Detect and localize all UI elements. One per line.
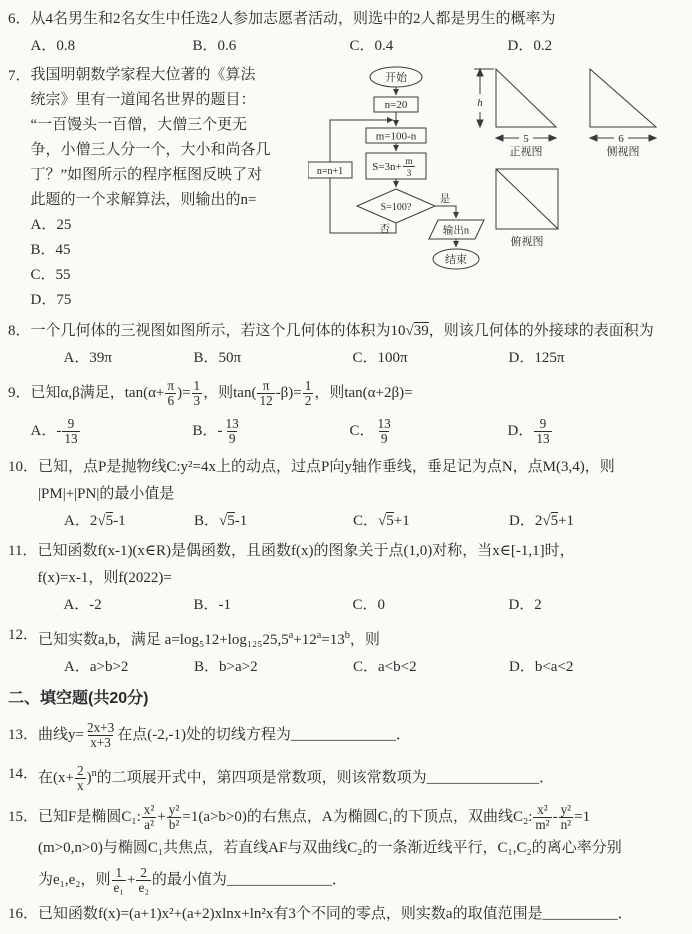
flowchart-no-label: 否 <box>379 224 390 235</box>
stem-line: 统宗》里有一道闻名世界的题目： <box>30 92 256 108</box>
question-9-number: 9． <box>8 385 31 401</box>
flowchart-increment-label: n=n+1 <box>316 166 344 177</box>
section-2-header: 二、填空题(共20分) <box>8 690 149 707</box>
question-8-stem: 一个几何体的三视图如图所示，若这个几何体的体积为10√39，则该几何体的外接球的表面积为 <box>30 323 654 339</box>
option-d: D．0.2 <box>507 38 553 54</box>
option-a: A．-2 <box>63 597 102 613</box>
front-width-label: 5 <box>523 133 529 145</box>
stem-line: 为e₁,e₂，则 $\frac{1}{\text{e₁}}$ + $\frac{2}{\text{e₂}}$ 的最小值为______________． <box>38 864 347 896</box>
question-16 <box>8 901 684 928</box>
flowchart-s-denominator: 3 <box>406 168 412 178</box>
stem-line: |PM|+|PN|的最小值是 <box>38 486 175 502</box>
option-b: B．-1 <box>193 597 231 613</box>
flowchart-condition-label: S=100? <box>380 202 412 213</box>
option-d: D．75 <box>30 292 72 308</box>
option-c: C．0.4 <box>349 38 394 54</box>
question-6-number: 6． <box>8 11 31 27</box>
question-16-stem: 已知函数f(x)=(a+1)x²+(a+2)xlnx+ln²x有3个不同的零点，则实数a的取值范围是__________． <box>38 906 633 922</box>
option-d: D．2 <box>508 597 542 613</box>
height-dimension-label: h <box>477 97 483 109</box>
question-11-options <box>37 592 684 619</box>
flowchart-end-label: 结束 <box>445 254 467 266</box>
stem-line: 已知F是椭圆C₁: $\frac{\text{x²}}{\text{a²}}$ + $\frac{\text{y²}}{\text{b²}}$ =1(a>b>0)的右焦点，A为椭圆C₁的下顶点，双曲线C₂: $\frac{\text{x²}}{\text{m²}}$ - $\frac{\text{y²}}{\text{n²}}$ =1 <box>38 801 591 833</box>
stem-line: “一百馒头一百僧，大僧三个更无 <box>30 117 248 133</box>
arrowhead <box>590 135 597 141</box>
option-b: B．50π <box>193 350 242 366</box>
question-13-stem: 曲线y= $\frac{2x+3}{x+3}$ 在点(-2,-1)处的切线方程为______________． <box>38 719 411 751</box>
question-15 <box>8 799 684 898</box>
question-7 <box>8 63 684 315</box>
flowchart-assign-m-label: m=100-n <box>375 130 417 143</box>
question-10 <box>8 454 684 535</box>
side-view-triangle <box>590 69 656 127</box>
question-9-options <box>31 411 684 451</box>
stem-line: (m>0,n>0)与椭圆C₁共焦点，若直线AF与双曲线C₂的一条渐近线平行，C₁,C₂的离心率分别 <box>38 840 622 856</box>
flowchart-assign-s-label: S=3n+ <box>372 161 402 173</box>
option-a: A．a>b>2 <box>64 659 129 675</box>
question-10-options <box>38 508 684 535</box>
flowchart-init-label: n=20 <box>384 99 408 111</box>
side-view-label: 侧视图 <box>606 146 640 158</box>
flowchart-s-numerator: m <box>405 156 413 166</box>
question-16-number: 16． <box>8 906 39 922</box>
question-15-number: 15． <box>8 809 39 825</box>
option-a: A．2√5-1 <box>64 513 126 529</box>
question-6-options <box>31 33 684 60</box>
flowchart <box>308 65 488 310</box>
option-b: B．45 <box>30 242 71 258</box>
question-10-number: 10． <box>8 459 39 475</box>
question-6-stem: 从4名男生和2名女生中任选2人参加志愿者活动，则选中的2人都是男生的概率为 <box>30 11 556 27</box>
option-c: C．a<b<2 <box>353 659 417 675</box>
option-a: A．- $\frac{9}{13}$ <box>30 415 78 447</box>
flowchart-yes-label: 是 <box>439 194 451 205</box>
top-view-diagonal <box>496 169 558 229</box>
arrowhead <box>549 135 556 141</box>
stem-line: 我国明朝数学家程大位著的《算法 <box>30 67 256 83</box>
option-b: B．- $\frac{13}{9}$ <box>192 415 239 447</box>
option-d: D．2√5+1 <box>509 513 575 529</box>
question-6 <box>8 6 684 60</box>
question-12-options <box>38 654 684 681</box>
flowchart-output-label: 输出n <box>442 225 470 237</box>
option-a: A．25 <box>30 217 72 233</box>
option-c: C．100π <box>352 350 408 366</box>
arrowhead <box>496 135 503 141</box>
question-13 <box>8 717 684 753</box>
question-11 <box>8 538 684 619</box>
option-d: D． $\frac{9}{13}$ <box>507 415 550 447</box>
option-b: B．b>a>2 <box>194 659 258 675</box>
question-12-stem: 已知实数a,b，满足 $a=\log_512+\log_{125}25,5^a+12^a=13^b$，则 <box>38 630 380 648</box>
option-d: D．125π <box>508 350 565 366</box>
question-7-number: 7． <box>8 68 31 84</box>
stem-line: 已知，点P是抛物线C:y²=4x上的动点，过点P向y轴作垂线，垂足记为点N，点M(3,4)，则 <box>38 459 615 475</box>
option-c: C．0 <box>352 597 385 613</box>
question-8-number: 8． <box>8 323 31 339</box>
option-c: C． $\frac{13}{9}$ <box>349 415 391 447</box>
question-14-stem: 在(x+ $\frac{2}{x}$ )$^n$的二项展开式中，第四项是常数项，则该常数项为_______________． <box>38 762 555 794</box>
question-8-options <box>31 345 684 372</box>
option-d: D．b<a<2 <box>509 659 574 675</box>
stem-line: f(x)=x-1，则f(2022)= <box>37 570 172 586</box>
option-b: B．√5-1 <box>194 513 248 529</box>
option-b: B．0.6 <box>192 38 237 54</box>
three-view-diagram <box>466 63 680 263</box>
top-view-label: 俯视图 <box>510 236 544 248</box>
arrowhead <box>477 120 483 127</box>
question-14 <box>8 756 684 796</box>
arrowhead <box>477 69 483 76</box>
stem-line: 争，小僧三人分一个，大小和尚各几 <box>30 142 271 158</box>
arrowhead <box>649 135 656 141</box>
stem-line: 已知函数f(x-1)(x∈R)是偶函数，且函数f(x)的图象关于点(1,0)对称，当x∈[-1,1]时， <box>37 543 575 559</box>
question-11-number: 11． <box>8 543 38 559</box>
question-13-number: 13． <box>8 727 39 743</box>
question-9-stem: 已知α,β满足，tan(α+ $\frac{\pi}{6}$ )= $\frac{1}{3}$ ，则tan( $\frac{\pi}{12}$ -β)= $\frac{1}{2}$ ，则tan(α+2β)= <box>30 377 413 409</box>
question-7-stem <box>31 63 331 213</box>
flowchart-yes-arrow <box>435 206 456 218</box>
front-view-triangle <box>496 69 556 127</box>
question-12-number: 12． <box>8 627 39 643</box>
front-view-label: 正视图 <box>509 146 543 158</box>
question-9 <box>8 375 684 451</box>
flowchart-start-label: 开始 <box>385 72 407 84</box>
option-c: C．√5+1 <box>353 513 410 529</box>
question-14-number: 14． <box>8 766 39 782</box>
side-width-label: 6 <box>618 133 624 145</box>
stem-line: 此题的一个求解算法，则输出的n= <box>30 192 257 208</box>
option-c: C．55 <box>30 267 71 283</box>
option-a: A．0.8 <box>30 38 76 54</box>
stem-line: 丁？”如图所示的程序框图反映了对 <box>30 167 263 183</box>
question-8 <box>8 318 684 372</box>
option-a: A．39π <box>63 350 112 366</box>
question-12 <box>8 622 684 681</box>
